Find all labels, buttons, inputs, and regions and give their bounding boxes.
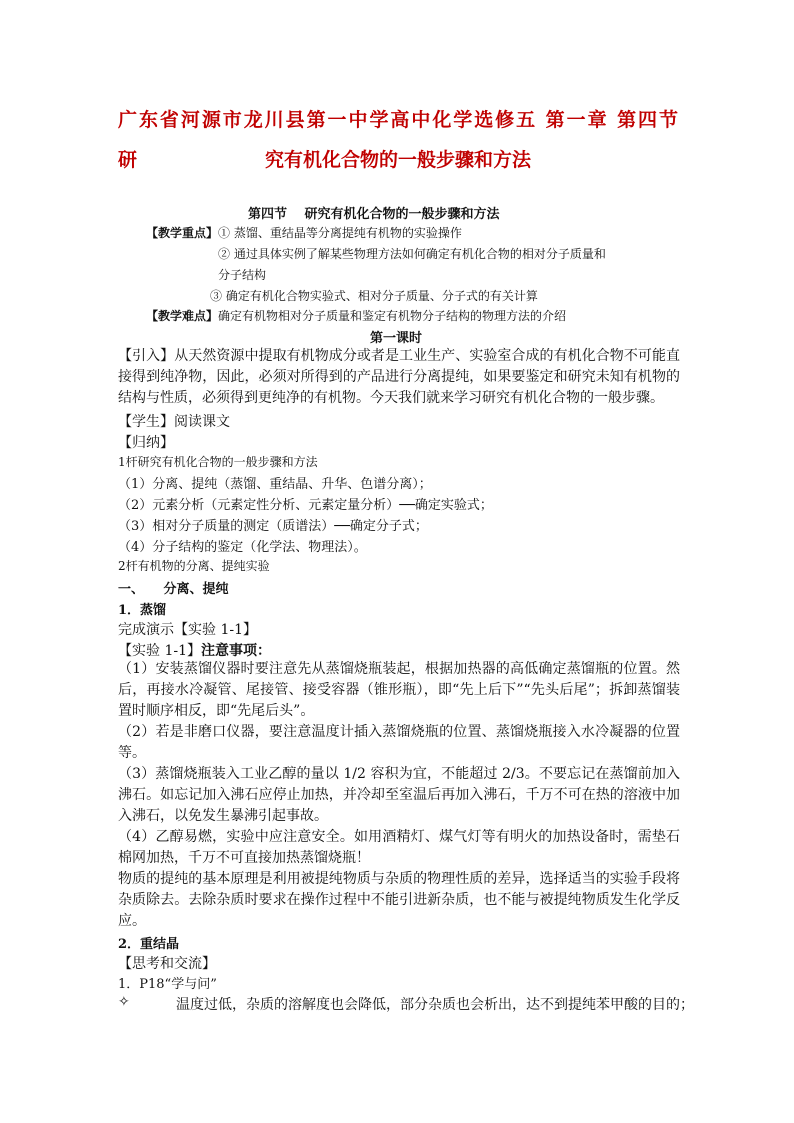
distillation-heading: 1．蒸馏 — [118, 603, 167, 618]
summary-step-1-item-4: （4）分子结构的鉴定（化学法、物理法）。 — [118, 540, 367, 555]
p18-reference: 1．P18“学与问” — [118, 977, 217, 992]
key-point-3: ③ 确定有机化合物实验式、相对分子质量、分子式的有关计算 — [210, 289, 538, 303]
notes-label: 注意事项： — [201, 643, 271, 659]
note-2: （2）若是非磨口仪器，要注意温度计插入蒸馏烧瓶的位置、蒸馏烧瓶接入水冷凝器的位置等。 — [118, 724, 680, 761]
note-3: （3）蒸馏烧瓶装入工业乙醇的量以 1/2 容积为宜，不能超过 2/3。不要忘记在蒸馏前加入沸石。如忘记加入沸石应停止加热，并冷却至室温后再加入沸石，千万不可在热的溶液中加入沸石，以免发生暴沸引起事故。 — [118, 766, 680, 824]
bullet-icon: ✧ — [118, 994, 130, 1010]
note-4: （4）乙醇易燃，实验中应注意安全。如用酒精灯、煤气灯等有明火的加热设备时，需垫石棉网加热，千万不可直接加热蒸馏烧瓶！ — [118, 829, 680, 866]
document-title-line-2: 究有机化合物的一般步骤和方法 — [264, 149, 531, 171]
document-title-line-1: 广东省河源市龙川县第一中学高中化学选修五 第一章 第四节 研 — [118, 109, 717, 171]
part-1-heading: 一、 分离、提纯 — [118, 582, 229, 597]
key-point-1: ① 蒸馏、重结晶等分离提纯有机物的实验操作 — [218, 226, 462, 240]
recrystallization-heading: 2．重结晶 — [118, 937, 180, 952]
summary-label: 【归纳】 — [118, 435, 174, 451]
last-line: 温度过低，杂质的溶解度也会降低，部分杂质也会析出，达不到提纯苯甲酸的目的； — [176, 997, 694, 1013]
intro-paragraph: 【引入】从天然资源中提取有机物成分或者是工业生产、实验室合成的有机化合物不可能直接得到纯净物，因此，必须对所得到的产品进行分离提纯，如果要鉴定和研究未知有机物的结构与性质，必须得到更纯净的有机物。今天我们就来学习研究有机化合物的一般步骤。 — [118, 348, 680, 406]
summary-step-1-item-3: （3）相对分子质量的测定（质谱法）──确定分子式； — [118, 519, 428, 534]
think-and-discuss-label: 【思考和交流】 — [118, 956, 216, 972]
notes-heading — [118, 640, 271, 660]
summary-step-1-heading: 1杆研究有机化合物的一般步骤和方法 — [118, 455, 318, 469]
key-point-2: ② 通过具体实例了解某些物理方法如何确定有机化合物的相对分子质量和 — [218, 247, 606, 261]
key-point-2-continued: 分子结构 — [218, 268, 267, 282]
summary-step-1-item-2: （2）元素分析（元素定性分析、元素定量分析）──确定实验式； — [118, 498, 493, 513]
principle-paragraph: 物质的提纯的基本原理是利用被提纯物质与杂质的物理性质的差异，选择适当的实验手段将杂质除去。去除杂质时要求在操作过程中不能引进新杂质，也不能与被提纯物质发生化学反应。 — [118, 871, 680, 929]
lesson-heading: 第一课时 — [370, 331, 423, 346]
difficult-points-label: 【教学难点】 — [146, 309, 219, 323]
difficult-point-text: 确定有机物相对分子质量和鉴定有机物分子结构的物理方法的介绍 — [218, 309, 567, 323]
key-points-label: 【教学重点】 — [146, 226, 219, 240]
demo-line: 完成演示【实验 1-1】 — [118, 622, 257, 638]
section-heading: 第四节 研究有机化合物的一般步骤和方法 — [248, 207, 500, 222]
summary-step-1-item-1: （1）分离、提纯（蒸馏、重结晶、升华、色谱分离）； — [118, 477, 432, 492]
student-line: 【学生】阅读课文 — [118, 414, 230, 430]
difficult-points — [146, 307, 566, 324]
note-1: （1）安装蒸馏仪器时要注意先从蒸馏烧瓶装起，根据加热器的高低确定蒸馏瓶的位置。然后，再接水冷凝管、尾接管、接受容器（锥形瓶），即“先上后下”“先头后尾”；拆卸蒸馏装置时顺序相反，即“先尾后头”。 — [118, 661, 680, 719]
key-points-line-1 — [146, 224, 462, 241]
notes-prefix: 【实验 1-1】 — [118, 643, 201, 659]
summary-step-2-heading: 2杆有机物的分离、提纯实验 — [118, 559, 270, 573]
